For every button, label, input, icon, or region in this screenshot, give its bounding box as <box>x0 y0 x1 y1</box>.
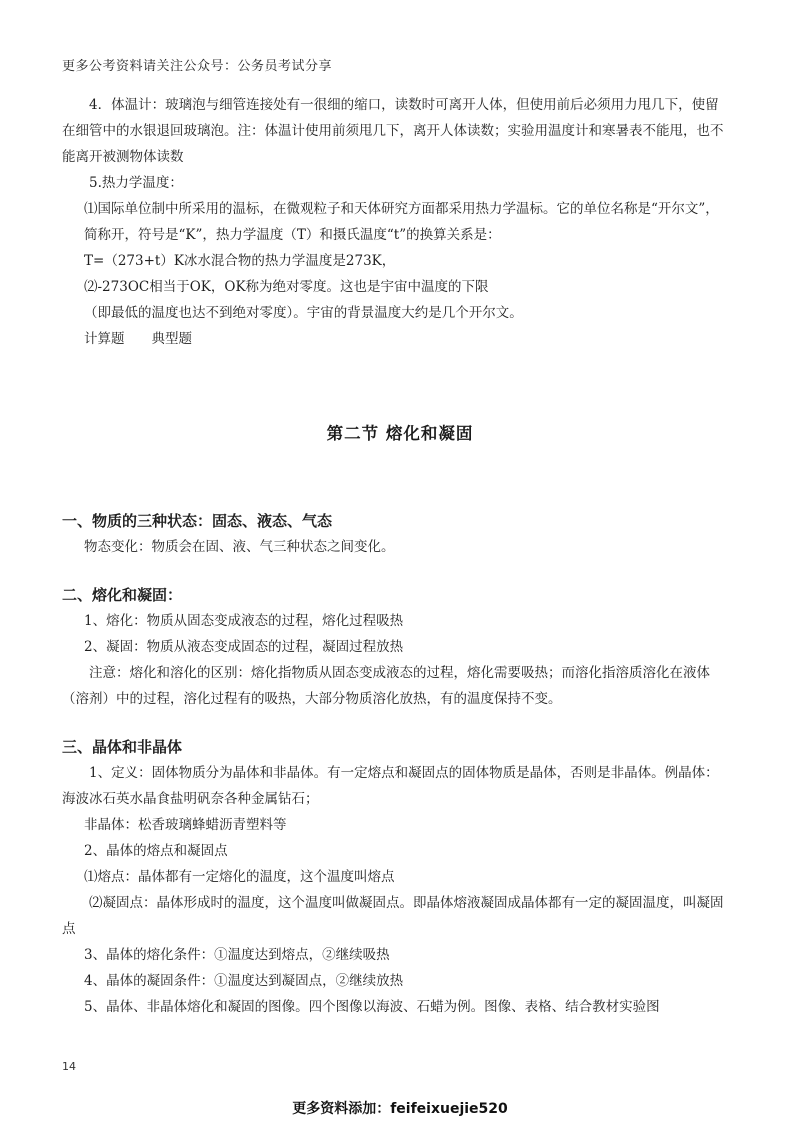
heading-melting-freezing: 二、熔化和凝固： <box>62 586 183 604</box>
heading-crystal: 三、晶体和非晶体 <box>62 738 183 756</box>
paragraph-melting-condition: 3、晶体的熔化条件：①温度达到熔点，②继续吸热 <box>84 947 390 963</box>
main-block <box>62 508 724 1020</box>
paragraph-thermo-temp-1: ⑴国际单位制中所采用的温标，在微观粒子和天体研究方面都采用热力学温标。它的单位名称是“开尔文”，简称开，符号是“K”，热力学温度（T）和摄氏温度“t”的换算关系是： <box>84 201 719 243</box>
paragraph-thermo-temp-heading: 5.热力学温度： <box>89 175 183 191</box>
paragraph-graphs: 5、晶体、非晶体熔化和凝固的图像。四个图像以海波、石蜡为例。图像、表格、结合教材实验图 <box>84 999 660 1015</box>
paragraph-freezing-condition: 4、晶体的凝固条件：①温度达到凝固点，②继续放热 <box>84 973 404 989</box>
header-note: 更多公考资料请关注公众号：公务员考试分享 <box>62 59 333 74</box>
paragraph-freezing: 2、凝固：物质从液态变成固态的过程，凝固过程放热 <box>84 639 404 655</box>
paragraph-thermo-temp-2: ⑵-273OC相当于OK，OK称为绝对零度。这也是宇宙中温度的下限 <box>84 279 489 295</box>
footer-note: 更多资料添加：feifeixuejie520 <box>292 1101 508 1117</box>
intro-block <box>62 92 724 352</box>
paragraph-non-crystal: 非晶体：松香玻璃蜂蜡沥青塑料等 <box>84 817 287 833</box>
paragraph-freezing-point: ⑵凝固点：晶体形成时的温度，这个温度叫做凝固点。即晶体熔液凝固成晶体都有一定的凝固温度，叫凝固点 <box>62 895 724 937</box>
paragraph-melting: 1、熔化：物质从固态变成液态的过程，熔化过程吸热 <box>84 613 404 629</box>
page-number: 14 <box>62 1060 76 1073</box>
paragraph-thermometer: 4．体温计：玻璃泡与细管连接处有一很细的缩口，读数时可离开人体，但使用前后必须用力甩几下，使留在细管中的水银退回玻璃泡。注：体温计使用前须甩几下，离开人体读数；实验用温度计和寒暑表不能甩，也不能离开被测物体读数 <box>62 97 724 165</box>
section-title: 第二节 熔化和凝固 <box>326 424 474 443</box>
paragraph-calc: 计算题 典型题 <box>84 331 192 347</box>
paragraph-definition: 1、定义：固体物质分为晶体和非晶体。有一定熔点和凝固点的固体物质是晶体，否则是非晶体。例晶体：海波冰石英水晶食盐明矾奈各种金属钻石； <box>62 765 719 807</box>
paragraph-note: 注意：熔化和溶化的区别：熔化指物质从固态变成液态的过程，熔化需要吸热；而溶化指溶质溶化在液体（溶剂）中的过程，溶化过程有的吸热，大部分物质溶化放热，有的温度保持不变。 <box>62 665 710 707</box>
paragraph-thermo-temp-3: （即最低的温度也达不到绝对零度）。宇宙的背景温度大约是几个开尔文。 <box>84 305 523 321</box>
paragraph-state-change: 物态变化：物质会在固、液、气三种状态之间变化。 <box>84 539 395 555</box>
paragraph-melting-point: ⑴熔点：晶体都有一定熔化的温度，这个温度叫熔点 <box>84 869 395 885</box>
heading-three-states: 一、物质的三种状态：固态、液态、气态 <box>62 512 333 530</box>
paragraph-melting-freezing-points: 2、晶体的熔点和凝固点 <box>84 843 228 859</box>
paragraph-formula: T=（273+t）K冰水混合物的热力学温度是273K， <box>84 253 396 269</box>
